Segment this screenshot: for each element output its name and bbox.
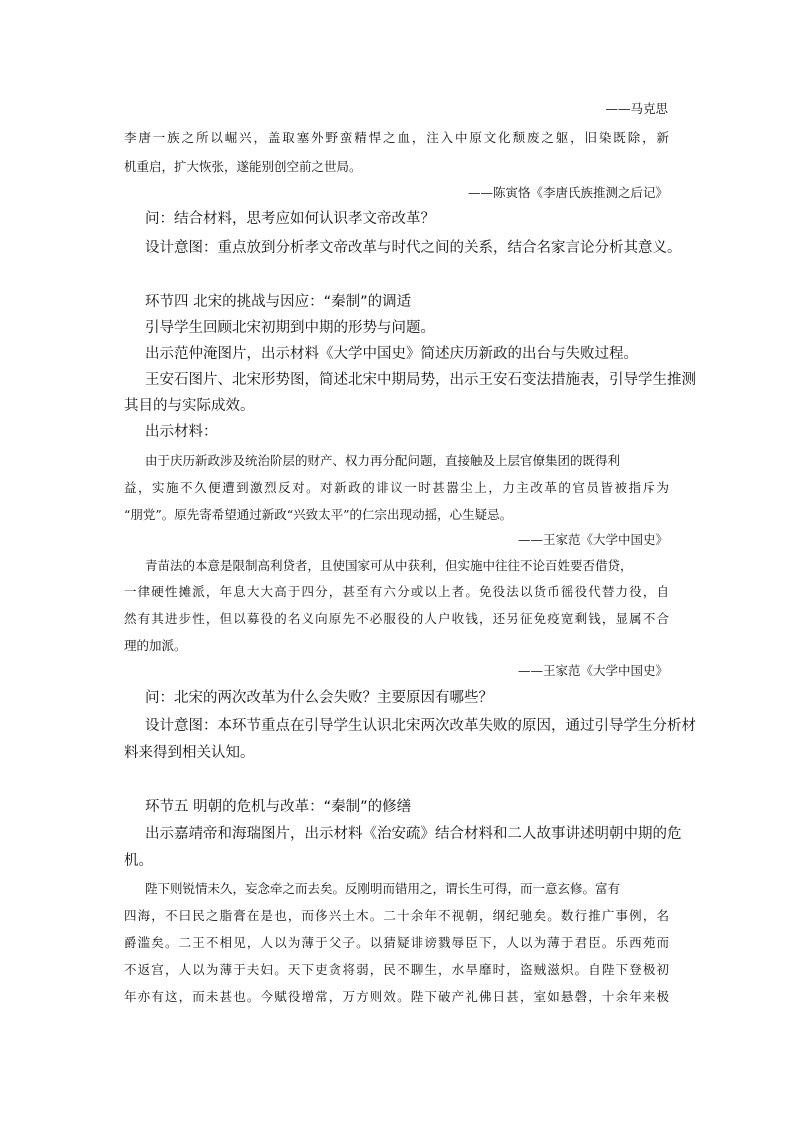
- source-attribution-wang2: ——王家范《大学中国史》: [517, 663, 668, 678]
- quote-qingmiao-line2: 一律硬性摊派，年息大大高于四分，甚至有六分或以上者。免役法以货币徭役代替力役，自: [124, 584, 669, 599]
- quote-chen-yinke-line1: 李唐一族之所以崛兴，盖取塞外野蛮精悍之血，注入中原文化颓废之躯，旧染既除，新: [124, 130, 669, 145]
- quote-qingli-line2: 益，实施不久便遭到激烈反对。对新政的诽议一时甚嚣尘上，力主改革的官员皆被指斥为: [124, 480, 669, 495]
- section4-paragraph2: 出示范仲淹图片，出示材料《大学中国史》简述庆历新政的出台与失败过程。: [145, 346, 638, 362]
- quote-qingli-line1: 由于庆历新政涉及统治阶层的财产、权力再分配问题，直接触及上层官僚集团的既得利: [145, 453, 621, 468]
- section4-paragraph3-line2: 其目的与实际成效。: [124, 398, 255, 414]
- section5-paragraph1-line1: 出示嘉靖帝和海瑞图片，出示材料《治安疏》结合材料和二人故事讲述明朝中期的危: [145, 826, 682, 842]
- source-attribution-wang1: ——王家范《大学中国史》: [517, 532, 668, 547]
- quote-qingmiao-line4: 理的加派。: [124, 638, 187, 653]
- source-attribution-marx: ——马克思: [605, 101, 668, 116]
- quote-qingmiao-line1: 青苗法的本意是限制高利贷者，且使国家可从中获利，但实施中往往不论百姓要否借贷，: [145, 558, 633, 573]
- design-intent-section4-line1: 设计意图：本环节重点在引导学生认识北宋两次改革失败的原因，通过引导学生分析材: [145, 718, 696, 734]
- design-intent-section3: 设计意图：重点放到分析孝文帝改革与时代之间的关系，结合名家言论分析其意义。: [145, 240, 682, 256]
- quote-qingmiao-line3: 然有其进步性，但以募役的名义向原先不必服役的人户收钱，还另征免疫宽剩钱，显属不合: [124, 611, 669, 626]
- section4-heading: 环节四 北宋的挑战与因应：“秦制”的调适: [145, 294, 412, 310]
- section4-paragraph3-line1: 王安石图片、北宋形势图，简述北宋中期局势，出示王安石变法措施表，引导学生推测: [145, 372, 696, 388]
- section5-paragraph1-line2: 机。: [124, 853, 153, 869]
- quote-zhi-an-shu-line5: 年亦有这，而未甚也。今赋役增常，万方则效。陛下破产礼佛日甚，室如悬磬，十余年来极: [124, 989, 669, 1004]
- question-northern-song: 问：北宋的两次改革为什么会失败？主要原因有哪些？: [145, 690, 493, 706]
- quote-chen-yinke-line2: 机重启，扩大恢张，遂能别创空前之世局。: [124, 159, 362, 174]
- question-xiaowen-reform: 问：结合材料，思考应如何认识孝文帝改革？: [145, 211, 435, 227]
- quote-zhi-an-shu-line2: 四海，不曰民之脂膏在是也，而侈兴土木。二十余年不视朝，纲纪驰矣。数行推广事例，名: [124, 908, 669, 923]
- quote-zhi-an-shu-line1: 陛下则锐情未久，妄念牵之而去矣。反刚明而错用之，谓长生可得，而一意玄修。富有: [145, 881, 621, 896]
- quote-qingli-line3: “朋党”。原先寄希望通过新政“兴致太平”的仁宗出现动摇，心生疑忌。: [124, 507, 513, 522]
- design-intent-section4-line2: 料来得到相关认知。: [124, 745, 255, 761]
- quote-zhi-an-shu-line4: 不返宫，人以为薄于夫妇。天下吏贪将弱，民不聊生，水旱靡时，盗贼滋炽。自陛下登极初: [124, 962, 669, 977]
- quote-zhi-an-shu-line3: 爵滥矣。二王不相见，人以为薄于父子。以猜疑诽谤戮辱臣下，人以为薄于君臣。乐西苑而: [124, 935, 669, 950]
- section5-heading: 环节五 明朝的危机与改革：“秦制”的修缮: [145, 799, 412, 815]
- section4-paragraph1: 引导学生回顾北宋初期到中期的形势与问题。: [145, 320, 435, 336]
- section4-material-label: 出示材料：: [145, 424, 218, 440]
- source-attribution-chen: ——陈寅恪《李唐氏族推测之后记》: [467, 185, 668, 200]
